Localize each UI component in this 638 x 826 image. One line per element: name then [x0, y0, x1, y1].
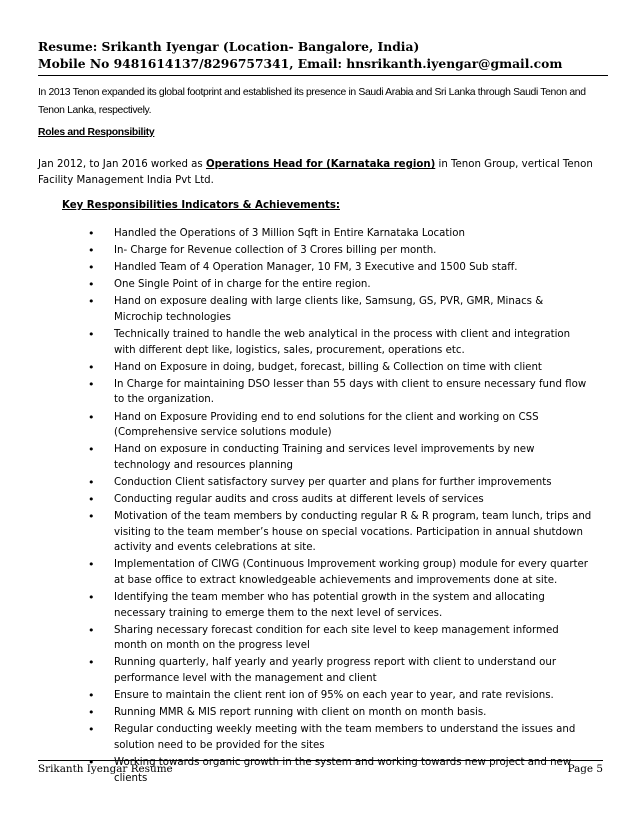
- job-prefix: Jan 2012, to Jan 2016 worked as: [38, 159, 206, 170]
- responsibility-item: • Running quarterly, half yearly and yearly progress report with client to understand our performance level with the management and client: [88, 655, 593, 686]
- responsibility-item: • Running MMR & MIS report running with client on month on month basis.: [88, 705, 593, 721]
- intro-paragraph: In 2013 Tenon expanded its global footprint and established its presence in Saudi Arabia and Sri Lanka through Saudi Tenon and Tenon Lanka, respectively.: [38, 87, 586, 116]
- responsibility-item: • Conducting regular audits and cross audits at different levels of services: [88, 492, 593, 508]
- responsibility-item: • Ensure to maintain the client rent ion of 95% on each year to year, and rate revisions.: [88, 688, 593, 704]
- footer-title: Srikanth Iyengar Resume: [38, 763, 173, 775]
- responsibility-item: • Hand on exposure in conducting Training and services level improvements by new technology and resources planning: [88, 442, 593, 473]
- responsibility-item: • Handled Team of 4 Operation Manager, 10 FM, 3 Executive and 1500 Sub staff.: [88, 260, 593, 276]
- responsibility-item: • Sharing necessary forecast condition for each site level to keep management informed month on month on the progress level: [88, 623, 593, 654]
- roles-heading: Roles and Responsibility: [38, 127, 155, 138]
- responsibility-item: • Conduction Client satisfactory survey per quarter and plans for further improvements: [88, 475, 593, 491]
- header-contact: Mobile No 9481614137/8296757341, Email: hnsrikanth.iyengar@gmail.com: [38, 56, 563, 71]
- job-suffix: in Tenon Group, vertical Tenon Facility Management India Pvt Ltd.: [38, 159, 593, 186]
- responsibility-list: [88, 226, 593, 788]
- page-header: [38, 38, 608, 76]
- responsibility-item: • Identifying the team member who has potential growth in the system and allocating necessary training to emerge them to the next level of services.: [88, 590, 593, 621]
- responsibility-item: • Implementation of CIWG (Continuous Improvement working group) module for every quarter at base office to extract knowledgeable achievements and improvements done at site.: [88, 557, 593, 588]
- responsibility-item: • Motivation of the team members by conducting regular R & R program, team lunch, trips and visiting to the team member’s house on special vocations. Participation in annual shutdown activity and events celebrations at site.: [88, 509, 593, 556]
- responsibility-item: • Hand on exposure dealing with large clients like, Samsung, GS, PVR, GMR, Minacs & Microchip technologies: [88, 294, 593, 325]
- job-summary: [38, 157, 594, 189]
- responsibility-item: • Hand on Exposure Providing end to end solutions for the client and working on CSS (Comprehensive service solutions module): [88, 410, 593, 441]
- responsibility-item: • Handled the Operations of 3 Million Sqft in Entire Karnataka Location: [88, 226, 593, 242]
- responsibility-item: • One Single Point of in charge for the entire region.: [88, 277, 593, 293]
- job-role: Operations Head for (Karnataka region): [205, 159, 436, 170]
- header-name-location: Resume: Srikanth Iyengar (Location- Bangalore, India): [38, 39, 420, 54]
- page-number: Page 5: [567, 763, 603, 775]
- responsibility-item: • In Charge for maintaining DSO lesser than 55 days with client to ensure necessary fund flow to the organization.: [88, 377, 593, 408]
- page-footer: [38, 760, 603, 775]
- kri-heading: Key Responsibilities Indicators & Achievements:: [62, 200, 340, 211]
- responsibility-item: • Regular conducting weekly meeting with the team members to understand the issues and solution need to be provided for the sites: [88, 722, 593, 753]
- responsibility-item: • Technically trained to handle the web analytical in the process with client and integration with different dept like, logistics, sales, procurement, operations etc.: [88, 327, 593, 358]
- responsibility-item: • Hand on Exposure in doing, budget, forecast, billing & Collection on time with client: [88, 360, 593, 376]
- responsibility-item: • Working towards organic growth in the system and working towards new project and new clients: [88, 755, 593, 786]
- responsibility-item: • In- Charge for Revenue collection of 3 Crores billing per month.: [88, 243, 593, 259]
